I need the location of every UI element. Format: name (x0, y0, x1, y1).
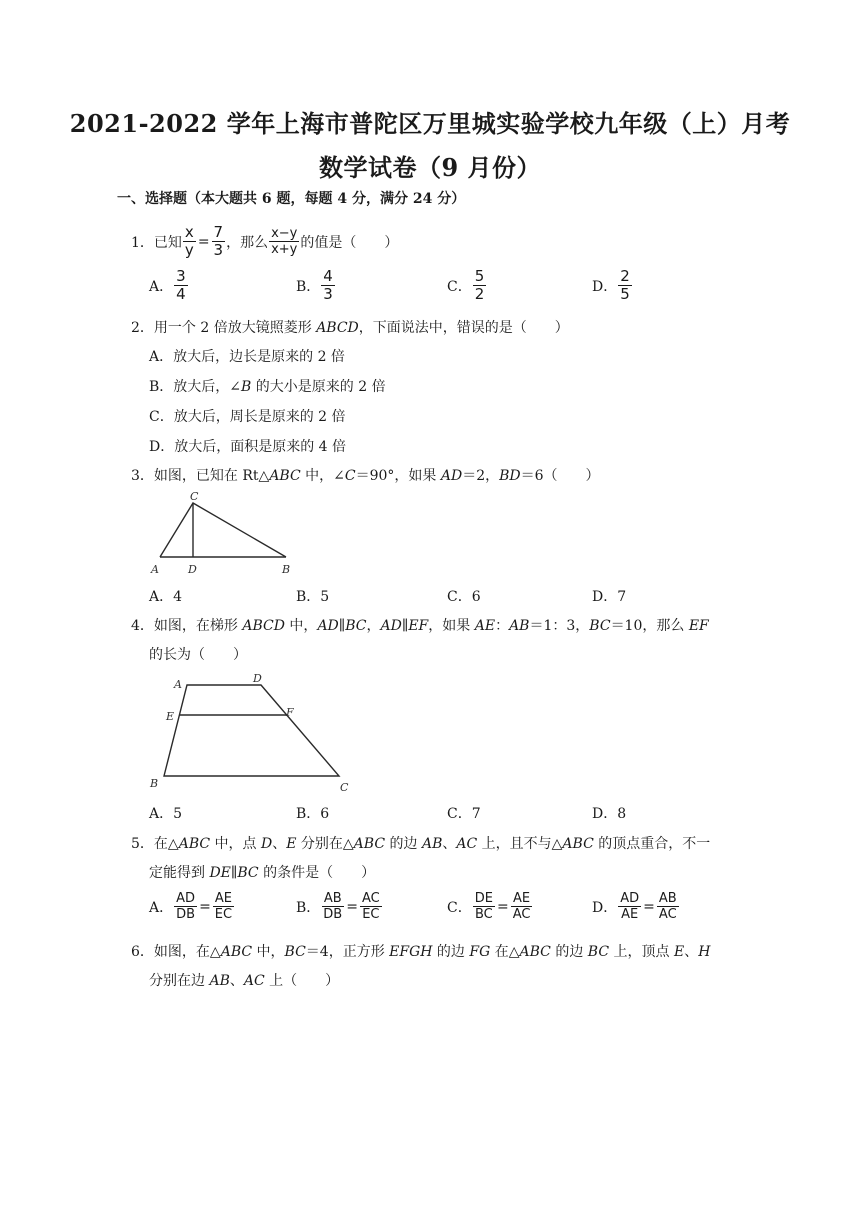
fraction-numerator: 3 (176, 267, 186, 285)
question-number: 2． (131, 320, 154, 336)
option-label: D． (592, 806, 618, 822)
label-a: A (151, 563, 159, 576)
question-text: ＝6（ ） (520, 468, 600, 484)
question-text: ＝4，正方形 (305, 944, 390, 960)
option-label: A． (149, 899, 174, 916)
option-fraction-right (213, 891, 234, 922)
triangle-sides (160, 503, 286, 557)
math-var: E (673, 944, 685, 960)
option-text: 放大后，周长是原来的 2 倍 (173, 409, 346, 425)
question-text: 、 (442, 836, 457, 852)
fraction-expression (269, 226, 299, 257)
question-text: 的边 (432, 944, 470, 960)
q2-option-b[interactable] (149, 376, 386, 396)
math-var: D (260, 836, 273, 852)
option-text: 放大后，边长是原来的 2 倍 (173, 349, 345, 365)
question-text: 在△ (490, 944, 520, 960)
fraction-denominator: 4 (176, 285, 186, 303)
math-var: H (698, 944, 711, 960)
option-text: 放大后，面积是原来的 4 倍 (174, 439, 347, 455)
question-5-line-2 (149, 862, 375, 882)
question-text: 在△ (153, 836, 179, 852)
question-5 (131, 833, 710, 853)
trapezoid-abcd (164, 685, 339, 776)
option-label: C． (447, 589, 472, 605)
question-text: ∥ (230, 865, 238, 881)
q5-option-d[interactable] (592, 891, 680, 922)
math-var: C (344, 468, 356, 484)
math-var: B (241, 379, 252, 395)
fraction-denominator: 2 (474, 285, 485, 303)
option-fraction (618, 268, 632, 303)
question-text: 上，且不与△ (477, 836, 563, 852)
math-var: EF (688, 618, 709, 634)
question-number: 5． (131, 836, 154, 852)
option-fraction (321, 268, 335, 303)
fraction-denominator: x+y (271, 242, 298, 257)
question-text: 、 (229, 973, 244, 989)
math-var: BC (237, 865, 259, 881)
fraction-denominator: y (184, 241, 194, 259)
fraction-numerator: AE (214, 891, 232, 906)
question-number: 4． (131, 618, 154, 634)
option-fraction (473, 268, 487, 303)
question-text: 的边 (550, 944, 588, 960)
fraction-denominator: 3 (323, 285, 333, 303)
q1-option-a[interactable] (149, 268, 189, 303)
option-label: D． (149, 439, 175, 455)
option-text: 8 (617, 806, 627, 822)
section-heading: 一、选择题（本大题共 6 题，每题 4 分，满分 24 分） (117, 191, 466, 207)
question-text: 中，点 (210, 836, 261, 852)
math-var: BC (589, 618, 611, 634)
question-text: 中， (252, 944, 285, 960)
q4-trapezoid-figure (145, 668, 355, 796)
q4-option-d[interactable] (592, 803, 626, 823)
q3-triangle-figure (145, 488, 305, 578)
fraction-numerator: AB (658, 891, 677, 906)
q4-option-a[interactable] (149, 803, 182, 823)
question-text: 上（ ） (264, 973, 340, 989)
question-text: 、 (684, 944, 699, 960)
fraction-denominator: EC (214, 907, 233, 922)
math-var: ABC (562, 836, 594, 852)
equals-sign: = (346, 898, 358, 915)
option-label: A． (149, 806, 174, 822)
math-var: BC (587, 944, 610, 960)
math-var: AC (456, 836, 478, 852)
option-text: 4 (173, 589, 183, 605)
option-text: 5 (320, 589, 330, 605)
label-a: A (174, 678, 182, 691)
option-text: 7 (617, 589, 627, 605)
question-text: 的边 (385, 836, 422, 852)
math-var: DE (209, 865, 231, 881)
math-var: EFGH (389, 944, 433, 960)
question-text: ，下面说法中，错误的是（ ） (358, 320, 569, 336)
question-3 (131, 465, 600, 485)
q2-option-a[interactable] (149, 346, 345, 366)
question-text: 分别在边 (149, 973, 210, 989)
question-text: 的顶点重合，不一 (593, 836, 711, 852)
question-text: ＝1：3， (529, 618, 590, 634)
question-text: ，那么 (226, 234, 269, 251)
question-text: 如图，在△ (153, 944, 221, 960)
option-text: 放大后，∠ (173, 379, 242, 395)
option-fraction (174, 268, 188, 303)
math-var: E (286, 836, 297, 852)
fraction-denominator: AC (658, 907, 677, 922)
question-1 (131, 224, 398, 259)
fraction-denominator: EC (362, 907, 380, 922)
question-number: 1． (131, 234, 154, 251)
math-var: AE (474, 618, 496, 634)
math-var: AC (243, 973, 265, 989)
question-text: 用一个 2 倍放大镜照菱形 (153, 320, 317, 336)
q3-option-b[interactable] (296, 586, 329, 606)
option-label: B． (296, 589, 321, 605)
equals-sign: = (199, 898, 211, 915)
question-text: ＝90°，如果 (355, 468, 441, 484)
label-b: B (150, 777, 159, 790)
q2-option-c[interactable] (149, 406, 346, 426)
math-var: AB (209, 973, 230, 989)
question-text: 、 (272, 836, 287, 852)
fraction-numerator: 4 (323, 267, 333, 285)
fraction-denominator: BC (474, 907, 493, 922)
q3-option-d[interactable] (592, 586, 626, 606)
equals-sign: = (496, 898, 509, 915)
option-label: B． (296, 806, 321, 822)
q1-option-c[interactable] (447, 268, 487, 303)
q5-option-c[interactable] (447, 891, 533, 922)
question-text: ＝2， (462, 468, 500, 484)
question-text: 已知 (153, 234, 182, 251)
fraction-numerator: 7 (213, 223, 224, 241)
option-fraction-left (321, 891, 344, 922)
math-var: BC (284, 944, 306, 960)
question-number: 3． (131, 468, 154, 484)
question-4-line-2: 的长为（ ） (149, 647, 247, 663)
label-f: F (286, 706, 294, 719)
math-var: AB (509, 618, 530, 634)
question-text: 定能得到 (149, 865, 210, 881)
question-2 (131, 317, 569, 337)
option-label: B． (149, 379, 174, 395)
q2-option-d[interactable] (149, 436, 346, 456)
label-c: C (190, 490, 199, 503)
question-text: 如图，已知在 Rt△ (153, 468, 270, 484)
option-label: B． (296, 278, 321, 295)
question-text: ＝10，那么 (610, 618, 689, 634)
option-fraction-right (511, 891, 533, 922)
option-label: D． (592, 589, 618, 605)
math-var: AD (380, 618, 402, 634)
fraction-numerator: AC (361, 891, 380, 906)
question-text: 分别在△ (296, 836, 354, 852)
option-label: C． (447, 899, 472, 916)
option-label: D． (592, 278, 618, 295)
math-var: ABC (220, 944, 253, 960)
math-var: ABC (178, 836, 211, 852)
option-text: 7 (471, 806, 481, 822)
fraction-numerator: 5 (474, 267, 485, 285)
math-var: ABCD (242, 618, 285, 634)
title-line-2: 数学试卷（9 月份） (318, 153, 542, 182)
option-label: D． (592, 899, 618, 916)
math-var: ABC (519, 944, 551, 960)
fraction-denominator: DB (176, 907, 196, 922)
math-var: ABCD (316, 320, 359, 336)
option-fraction-left (618, 891, 641, 922)
question-text: 上，顶点 (609, 944, 674, 960)
fraction-numerator: x−y (271, 226, 298, 241)
option-fraction-left (174, 891, 197, 922)
fraction-denominator: 5 (620, 285, 630, 303)
fraction-denominator: DB (323, 907, 343, 922)
option-text: 的大小是原来的 2 倍 (251, 379, 386, 395)
option-label: C． (149, 409, 174, 425)
question-6 (131, 941, 710, 961)
option-fraction-right (657, 891, 679, 922)
question-text: ： (495, 618, 510, 634)
math-var: AD (317, 618, 339, 634)
fraction-x-over-y (183, 224, 196, 259)
question-text: 中， (284, 618, 318, 634)
fraction-numerator: x (184, 223, 194, 241)
label-b: B (282, 563, 291, 576)
fraction-denominator: AE (621, 907, 639, 922)
q5-option-a[interactable] (149, 891, 235, 922)
option-fraction-left (473, 891, 495, 922)
fraction-denominator: AC (512, 907, 531, 922)
fraction-numerator: DE (474, 891, 493, 906)
question-text: ∥ (401, 618, 409, 634)
question-text: ，如果 (428, 618, 475, 634)
option-label: B． (296, 899, 321, 916)
math-var: BD (499, 468, 521, 484)
label-c: C (340, 781, 349, 794)
title-line-1: 2021-2022 学年上海市普陀区万里城实验学校九年级（上）月考 (69, 109, 791, 138)
fraction-numerator: AE (513, 891, 531, 906)
label-d: D (253, 672, 262, 685)
q4-option-b[interactable] (296, 803, 329, 823)
question-6-line-2 (149, 970, 339, 990)
math-var: EF (408, 618, 429, 634)
fraction-denominator: 3 (213, 241, 224, 259)
math-var: ABC (269, 468, 301, 484)
option-label: A． (149, 589, 174, 605)
question-text: 的值是（ ） (300, 234, 399, 251)
q4-option-c[interactable] (447, 803, 481, 823)
fraction-numerator: AD (176, 891, 196, 906)
question-number: 6． (131, 944, 154, 960)
label-d: D (188, 563, 197, 576)
question-text: ， (366, 618, 381, 634)
question-4 (131, 615, 709, 635)
q3-option-a[interactable] (149, 586, 182, 606)
fraction-numerator: AB (323, 891, 342, 906)
fraction-numerator: 2 (620, 267, 630, 285)
question-text: 的条件是（ ） (258, 865, 376, 881)
math-var: FG (469, 944, 491, 960)
fraction-numerator: AD (620, 891, 640, 906)
option-label: C． (447, 278, 472, 295)
math-var: AB (421, 836, 443, 852)
option-label: A． (149, 349, 174, 365)
math-var: AD (440, 468, 463, 484)
option-text: 6 (471, 589, 481, 605)
option-label: A． (149, 278, 174, 295)
equals-sign: = (197, 233, 210, 250)
equals-sign: = (643, 898, 655, 915)
question-text: 如图，在梯形 (153, 618, 243, 634)
q1-option-d[interactable] (592, 268, 633, 303)
label-e: E (166, 710, 175, 723)
question-text: ∥ (338, 618, 346, 634)
q3-option-c[interactable] (447, 586, 481, 606)
q1-option-b[interactable] (296, 268, 336, 303)
option-fraction-right (360, 891, 382, 922)
question-text: 中，∠ (300, 468, 345, 484)
q5-option-b[interactable] (296, 891, 383, 922)
option-text: 5 (173, 806, 183, 822)
math-var: ABC (353, 836, 386, 852)
math-var: BC (345, 618, 367, 634)
fraction-7-over-3 (212, 224, 226, 259)
option-label: C． (447, 806, 472, 822)
option-text: 6 (320, 806, 330, 822)
